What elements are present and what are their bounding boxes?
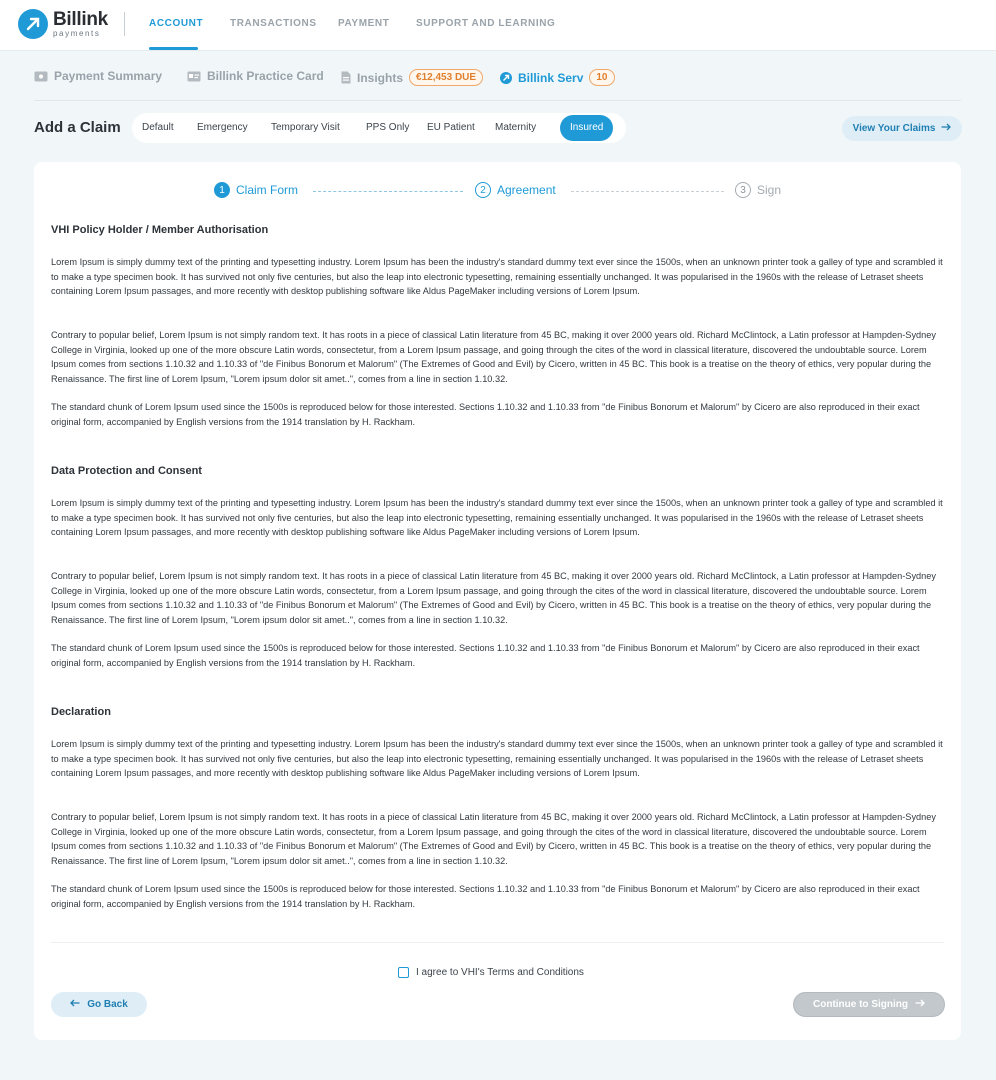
step-number: 2: [475, 182, 491, 198]
active-tab-indicator: [149, 47, 198, 50]
arrow-right-icon: [915, 999, 925, 1010]
card-icon: [187, 71, 201, 82]
brand-name: Billink: [53, 9, 108, 30]
claim-form-card: [34, 162, 961, 1040]
claim-type-default[interactable]: Default: [142, 122, 174, 133]
step-number: 3: [735, 182, 751, 198]
billink-serv-icon: [500, 72, 512, 84]
step-connector: [571, 191, 724, 192]
wallet-icon: [34, 71, 48, 82]
billink-logo-icon: [18, 9, 48, 39]
view-claims-label: View Your Claims: [852, 123, 936, 134]
tab-transactions[interactable]: TRANSACTIONS: [230, 18, 317, 29]
section-paragraph: Contrary to popular belief, Lorem Ipsum is not simply random text. It has roots in a piece of classical Latin literature from 45 BC, making it over 2000 years old. Richard McClintock, a Latin professor at Hampden-Sydney College in Virginia, looked up one of the more obscure Latin words, consectetur, from a Lorem Ipsum passage, and going through the cites of the word in classical literature, discovered the undoubtable source. Lorem Ipsum comes from sections 1.10.32 and 1.10.33 of "de Finibus Bonorum et Malorum" (The Extremes of Good and Evil) by Cicero, written in 45 BC. This book is a treatise on the theory of ethics, very popular during the Renaissance. The first line of Lorem Ipsum, "Lorem ipsum dolor sit amet..", comes from a line in section 1.10.32.: [51, 812, 936, 866]
nav-divider: [124, 12, 125, 36]
go-back-label: Go Back: [87, 999, 128, 1010]
step-label: Sign: [757, 183, 782, 197]
continue-label: Continue to Signing: [813, 999, 908, 1010]
section-paragraph: Lorem Ipsum is simply dummy text of the printing and typesetting industry. Lorem Ipsum has been the industry's standard dummy text ever since the 1500s, when an unknown printer took a galley of type and scrambled it to make a type specimen book. It has survived not only five centuries, but also the leap into electronic typesetting, remaining essentially unchanged. It was popularised in the 1960s with the release of Letraset sheets containing Lorem Ipsum passages, and more recently with desktop publishing software like Aldus PageMaker including versions of Lorem Ipsum.: [51, 739, 943, 778]
subnav-divider: [34, 100, 961, 101]
claim-type-maternity[interactable]: Maternity: [495, 122, 537, 133]
step-connector: [313, 191, 463, 192]
view-your-claims-button[interactable]: [842, 116, 962, 141]
subnav-practice-card[interactable]: [187, 69, 324, 83]
brand-tagline: payments: [53, 29, 101, 38]
subnav-label: Payment Summary: [54, 69, 163, 83]
section-paragraph: The standard chunk of Lorem Ipsum used since the 1500s is reproduced below for those interested. Sections 1.10.32 and 1.10.33 from "de Finibus Bonorum et Malorum" by Cicero are also reproduced in their exact original form, accompanied by English versions from the 1914 translation by H. Rackham.: [51, 643, 920, 668]
subnav-insights[interactable]: [341, 69, 483, 86]
arrow-left-icon: [70, 999, 80, 1010]
arrow-right-icon: [941, 123, 951, 134]
section-title: Data Protection and Consent: [51, 465, 202, 477]
subnav-label: Billink Practice Card: [207, 69, 324, 83]
section-paragraph: Lorem Ipsum is simply dummy text of the printing and typesetting industry. Lorem Ipsum has been the industry's standard dummy text ever since the 1500s, when an unknown printer took a galley of type and scrambled it to make a type specimen book. It has survived not only five centuries, but also the leap into electronic typesetting, remaining essentially unchanged. It was popularised in the 1960s with the release of Letraset sheets containing Lorem Ipsum passages, and more recently with desktop publishing software like Aldus PageMaker including versions of Lorem Ipsum.: [51, 498, 943, 537]
go-back-button[interactable]: [51, 992, 147, 1017]
subnav-label: Billink Serv: [518, 70, 584, 85]
subnav-payment-summary[interactable]: [34, 69, 162, 83]
section-title: VHI Policy Holder / Member Authorisation: [51, 224, 269, 236]
step-agreement: [475, 182, 556, 198]
step-sign: [735, 182, 781, 198]
section-paragraph: The standard chunk of Lorem Ipsum used since the 1500s is reproduced below for those interested. Sections 1.10.32 and 1.10.33 from "de Finibus Bonorum et Malorum" by Cicero are also reproduced in their exact original form, accompanied by English versions from the 1914 translation by H. Rackham.: [51, 402, 920, 427]
section-title: Declaration: [51, 706, 111, 718]
tab-account[interactable]: ACCOUNT: [149, 18, 204, 29]
terms-checkbox[interactable]: [398, 967, 409, 978]
top-nav: [0, 0, 996, 51]
page-title: Add a Claim: [34, 119, 121, 136]
section-paragraph: Lorem Ipsum is simply dummy text of the printing and typesetting industry. Lorem Ipsum has been the industry's standard dummy text ever since the 1500s, when an unknown printer took a galley of type and scrambled it to make a type specimen book. It has survived not only five centuries, but also the leap into electronic typesetting, remaining essentially unchanged. It was popularised in the 1960s with the release of Letraset sheets containing Lorem Ipsum passages, and more recently with desktop publishing software like Aldus PageMaker including versions of Lorem Ipsum.: [51, 257, 943, 296]
claim-type-selector: [132, 113, 626, 143]
tab-payment[interactable]: PAYMENT: [338, 18, 390, 29]
step-label: Agreement: [497, 183, 556, 197]
subnav-label: Insights: [357, 70, 404, 85]
document-icon: [341, 71, 351, 84]
terms-label: I agree to VHI's Terms and Conditions: [416, 967, 584, 978]
claim-type-pps-only[interactable]: PPS Only: [366, 122, 410, 133]
claim-type-insured[interactable]: Insured: [560, 115, 613, 141]
continue-to-signing-button[interactable]: [793, 992, 945, 1017]
card-divider: [51, 942, 944, 943]
claim-type-temporary-visit[interactable]: Temporary Visit: [271, 122, 340, 133]
subnav-billink-serv[interactable]: [500, 69, 615, 86]
section-paragraph: Contrary to popular belief, Lorem Ipsum is not simply random text. It has roots in a piece of classical Latin literature from 45 BC, making it over 2000 years old. Richard McClintock, a Latin professor at Hampden-Sydney College in Virginia, looked up one of the more obscure Latin words, consectetur, from a Lorem Ipsum passage, and going through the cites of the word in classical literature, discovered the undoubtable source. Lorem Ipsum comes from sections 1.10.32 and 1.10.33 of "de Finibus Bonorum et Malorum" (The Extremes of Good and Evil) by Cicero, written in 45 BC. This book is a treatise on the theory of ethics, very popular during the Renaissance. The first line of Lorem Ipsum, "Lorem ipsum dolor sit amet..", comes from a line in section 1.10.32.: [51, 571, 936, 625]
amount-due-badge: €12,453 DUE: [409, 69, 483, 86]
step-label: Claim Form: [236, 183, 298, 197]
terms-agreement[interactable]: [398, 967, 584, 978]
claim-type-eu-patient[interactable]: EU Patient: [427, 122, 475, 133]
section-paragraph: The standard chunk of Lorem Ipsum used since the 1500s is reproduced below for those interested. Sections 1.10.32 and 1.10.33 from "de Finibus Bonorum et Malorum" by Cicero are also reproduced in their exact original form, accompanied by English versions from the 1914 translation by H. Rackham.: [51, 884, 920, 909]
step-claim-form: [214, 182, 298, 198]
brand-logo[interactable]: [18, 9, 108, 39]
step-number: 1: [214, 182, 230, 198]
count-badge: 10: [589, 69, 614, 86]
tab-support-and-learning[interactable]: SUPPORT AND LEARNING: [416, 18, 556, 29]
claim-type-emergency[interactable]: Emergency: [197, 122, 248, 133]
section-paragraph: Contrary to popular belief, Lorem Ipsum is not simply random text. It has roots in a piece of classical Latin literature from 45 BC, making it over 2000 years old. Richard McClintock, a Latin professor at Hampden-Sydney College in Virginia, looked up one of the more obscure Latin words, consectetur, from a Lorem Ipsum passage, and going through the cites of the word in classical literature, discovered the undoubtable source. Lorem Ipsum comes from sections 1.10.32 and 1.10.33 of "de Finibus Bonorum et Malorum" (The Extremes of Good and Evil) by Cicero, written in 45 BC. This book is a treatise on the theory of ethics, very popular during the Renaissance. The first line of Lorem Ipsum, "Lorem ipsum dolor sit amet..", comes from a line in section 1.10.32.: [51, 330, 936, 384]
